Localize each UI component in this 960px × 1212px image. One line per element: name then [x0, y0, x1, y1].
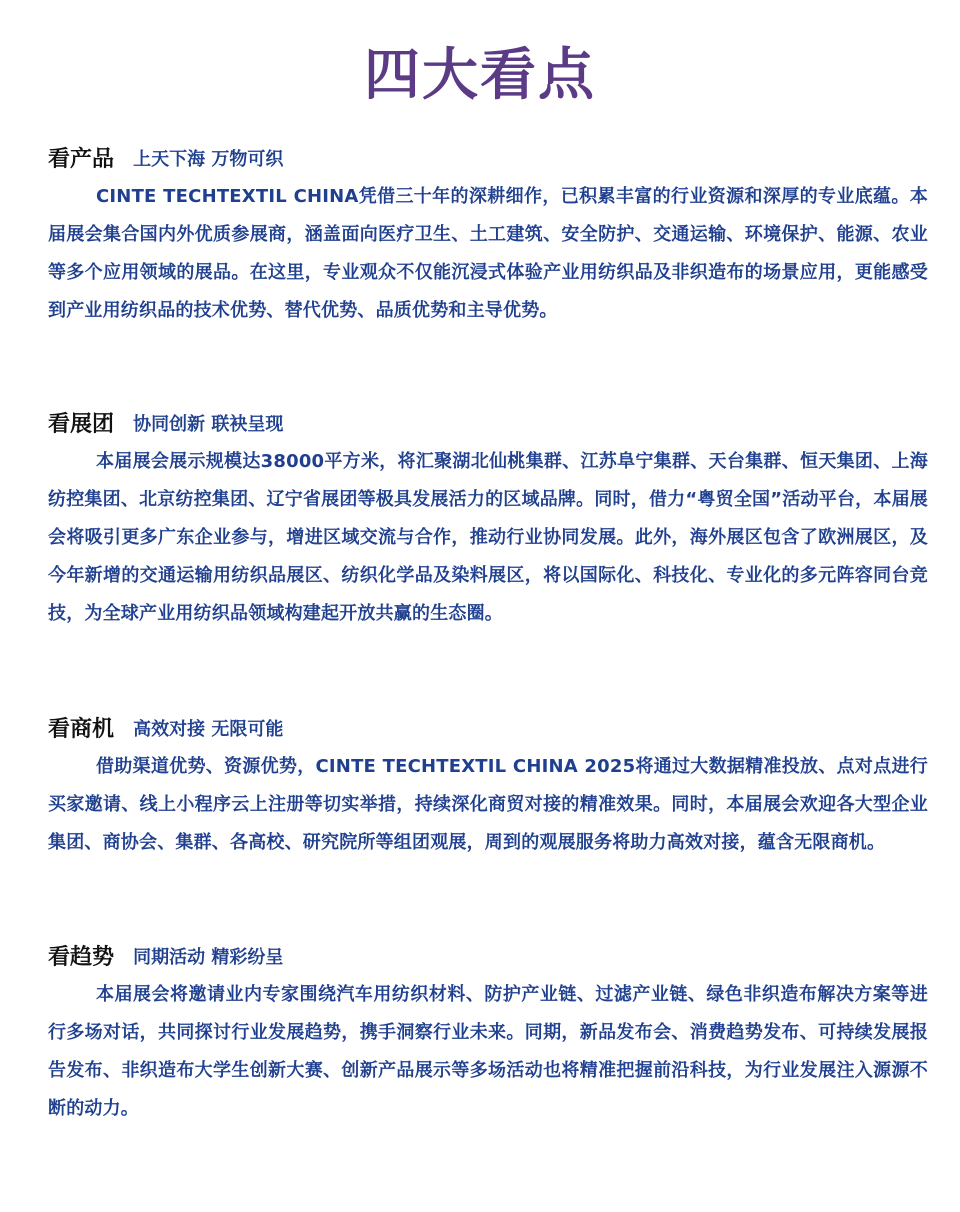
section-subtitle: 上天下海 万物可织	[133, 148, 284, 170]
section-body: 借助渠道优势、资源优势，CINTE TECHTEXTIL CHINA 2025将通过大数据精准投放、点对点进行买家邀请、线上小程序云上注册等切实举措，持续深化商贸对接的精准效果。同时，本届展会欢迎各大型企业集团、商协会、集群、各高校、研究院所等组团观展，周到的观展服务将助力高效对接，蕴含无限商机。	[48, 756, 928, 853]
section-heading: 看趋势	[48, 944, 115, 970]
section-subtitle: 协同创新 联袂呈现	[133, 413, 284, 435]
section-body: CINTE TECHTEXTIL CHINA凭借三十年的深耕细作，已积累丰富的行业资源和深厚的专业底蕴。本届展会集合国内外优质参展商，涵盖面向医疗卫生、土工建筑、安全防护、交通运输、环境保护、能源、农业等多个应用领域的展品。在这里，专业观众不仅能沉浸式体验产业用纺织品及非织造布的场景应用，更能感受到产业用纺织品的技术优势、替代优势、品质优势和主导优势。	[48, 186, 928, 321]
section-header	[48, 405, 928, 443]
section-products	[48, 140, 928, 330]
section-header	[48, 140, 928, 178]
page-title: 四大看点	[364, 43, 596, 108]
section-body: 本届展会将邀请业内专家围绕汽车用纺织材料、防护产业链、过滤产业链、绿色非织造布解决方案等进行多场对话，共同探讨行业发展趋势，携手洞察行业未来。同期，新品发布会、消费趋势发布、可持续发展报告发布、非织造布大学生创新大赛、创新产品展示等多场活动也将精准把握前沿科技，为行业发展注入源源不断的动力。	[48, 984, 928, 1119]
section-subtitle: 高效对接 无限可能	[133, 718, 284, 740]
section-header	[48, 938, 928, 976]
section-subtitle: 同期活动 精彩纷呈	[133, 946, 284, 968]
section-heading: 看展团	[48, 411, 115, 437]
section-heading: 看产品	[48, 146, 115, 172]
section-body: 本届展会展示规模达38000平方米，将汇聚湖北仙桃集群、江苏阜宁集群、天台集群、恒天集团、上海纺控集团、北京纺控集团、辽宁省展团等极具发展活力的区域品牌。同时，借力“粤贸全国”活动平台，本届展会将吸引更多广东企业参与，增进区域交流与合作，推动行业协同发展。此外，海外展区包含了欧洲展区，及今年新增的交通运输用纺织品展区、纺织化学品及染料展区，将以国际化、科技化、专业化的多元阵容同台竞技，为全球产业用纺织品领域构建起开放共赢的生态圈。	[48, 451, 928, 624]
section-heading: 看商机	[48, 716, 115, 742]
section-business-opportunities	[48, 710, 928, 862]
section-trends	[48, 938, 928, 1128]
section-delegations	[48, 405, 928, 633]
section-header	[48, 710, 928, 748]
